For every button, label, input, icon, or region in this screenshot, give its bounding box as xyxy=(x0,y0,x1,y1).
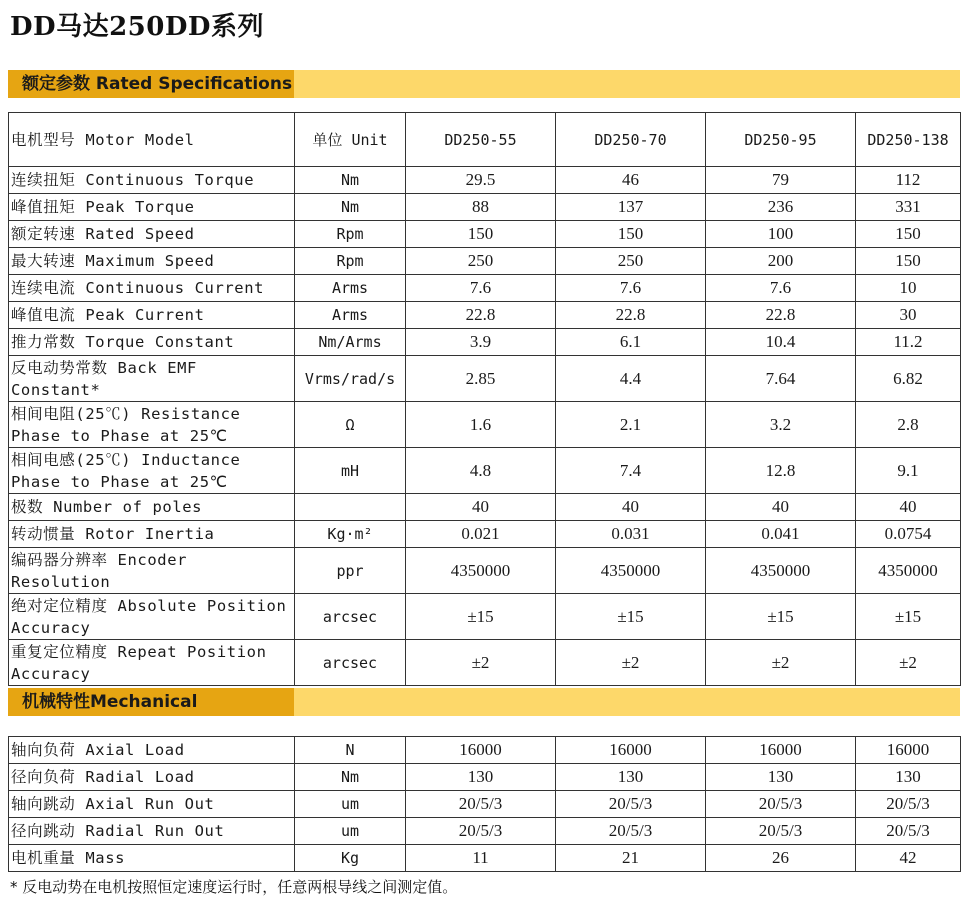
row-label: 相间电阻(25℃) Resistance Phase to Phase at 25℃ xyxy=(9,402,295,448)
row-unit: arcsec xyxy=(295,640,406,686)
table-row xyxy=(9,275,961,302)
row-value: 4350000 xyxy=(706,548,856,594)
table-row xyxy=(9,248,961,275)
row-label: 绝对定位精度 Absolute Position Accuracy xyxy=(9,594,295,640)
row-value: 7.6 xyxy=(406,275,556,302)
row-value: 0.021 xyxy=(406,521,556,548)
row-value: 130 xyxy=(406,764,556,791)
table-row xyxy=(9,521,961,548)
row-unit: Nm xyxy=(295,764,406,791)
row-value: 16000 xyxy=(856,737,961,764)
row-value: 4.8 xyxy=(406,448,556,494)
row-value: 7.64 xyxy=(706,356,856,402)
row-label: 极数 Number of poles xyxy=(9,494,295,521)
row-value: 150 xyxy=(406,221,556,248)
row-value: ±2 xyxy=(706,640,856,686)
row-unit: Nm/Arms xyxy=(295,329,406,356)
row-value: 4350000 xyxy=(406,548,556,594)
row-value: 0.031 xyxy=(556,521,706,548)
row-value: 10 xyxy=(856,275,961,302)
row-value: 4350000 xyxy=(856,548,961,594)
row-label: 相间电感(25℃) Inductance Phase to Phase at 25℃ xyxy=(9,448,295,494)
row-label: 连续电流 Continuous Current xyxy=(9,275,295,302)
row-unit: Rpm xyxy=(295,248,406,275)
row-unit: N xyxy=(295,737,406,764)
row-value: 16000 xyxy=(556,737,706,764)
row-value: 40 xyxy=(406,494,556,521)
row-value: 331 xyxy=(856,194,961,221)
row-value: 20/5/3 xyxy=(706,818,856,845)
header-model-2: DD250-70 xyxy=(556,113,706,167)
row-unit: arcsec xyxy=(295,594,406,640)
row-unit: Arms xyxy=(295,275,406,302)
row-value: 88 xyxy=(406,194,556,221)
row-value: 20/5/3 xyxy=(406,818,556,845)
row-value: ±15 xyxy=(406,594,556,640)
row-value: 112 xyxy=(856,167,961,194)
row-value: 22.8 xyxy=(556,302,706,329)
row-value: ±2 xyxy=(556,640,706,686)
row-label: 转动惯量 Rotor Inertia xyxy=(9,521,295,548)
row-label: 峰值电流 Peak Current xyxy=(9,302,295,329)
row-unit: Ω xyxy=(295,402,406,448)
row-value: 30 xyxy=(856,302,961,329)
row-value: 130 xyxy=(856,764,961,791)
table-row xyxy=(9,194,961,221)
row-value: 130 xyxy=(556,764,706,791)
row-label: 推力常数 Torque Constant xyxy=(9,329,295,356)
row-value: 7.6 xyxy=(556,275,706,302)
row-unit: mH xyxy=(295,448,406,494)
row-unit: Vrms/rad/s xyxy=(295,356,406,402)
row-value: 79 xyxy=(706,167,856,194)
row-value: 40 xyxy=(856,494,961,521)
row-value: 0.041 xyxy=(706,521,856,548)
table-row xyxy=(9,845,961,872)
rated-section-heading: 额定参数 Rated Specifications xyxy=(8,70,294,98)
row-value: 200 xyxy=(706,248,856,275)
row-value: 0.0754 xyxy=(856,521,961,548)
row-unit: um xyxy=(295,791,406,818)
header-model-1: DD250-55 xyxy=(406,113,556,167)
row-value: 20/5/3 xyxy=(856,791,961,818)
row-value: 40 xyxy=(556,494,706,521)
row-value: 42 xyxy=(856,845,961,872)
row-value: 2.85 xyxy=(406,356,556,402)
row-value: 2.1 xyxy=(556,402,706,448)
row-value: 4.4 xyxy=(556,356,706,402)
row-label: 重复定位精度 Repeat Position Accuracy xyxy=(9,640,295,686)
row-value: 150 xyxy=(856,248,961,275)
header-model-4: DD250-138 xyxy=(856,113,961,167)
row-unit: um xyxy=(295,818,406,845)
mechanical-section-heading: 机械特性Mechanical xyxy=(8,688,294,716)
row-value: ±15 xyxy=(706,594,856,640)
table-row xyxy=(9,167,961,194)
row-value: 11.2 xyxy=(856,329,961,356)
table-row xyxy=(9,494,961,521)
row-value: 130 xyxy=(706,764,856,791)
row-label: 轴向负荷 Axial Load xyxy=(9,737,295,764)
table-row xyxy=(9,329,961,356)
row-value: 16000 xyxy=(406,737,556,764)
row-value: 20/5/3 xyxy=(556,791,706,818)
table-row xyxy=(9,448,961,494)
page-title: DD马达250DD系列 xyxy=(10,12,264,42)
row-value: 150 xyxy=(556,221,706,248)
row-value: 250 xyxy=(406,248,556,275)
row-value: 12.8 xyxy=(706,448,856,494)
row-value: 236 xyxy=(706,194,856,221)
table-row xyxy=(9,791,961,818)
row-unit xyxy=(295,494,406,521)
row-label: 径向跳动 Radial Run Out xyxy=(9,818,295,845)
mechanical-section-header xyxy=(8,688,960,716)
table-row xyxy=(9,356,961,402)
row-label: 峰值扭矩 Peak Torque xyxy=(9,194,295,221)
row-value: 9.1 xyxy=(856,448,961,494)
row-value: 22.8 xyxy=(706,302,856,329)
row-value: ±15 xyxy=(856,594,961,640)
row-value: 20/5/3 xyxy=(856,818,961,845)
row-value: ±2 xyxy=(856,640,961,686)
table-row xyxy=(9,302,961,329)
row-label: 反电动势常数 Back EMF Constant* xyxy=(9,356,295,402)
row-label: 额定转速 Rated Speed xyxy=(9,221,295,248)
row-value: 11 xyxy=(406,845,556,872)
table-header-row xyxy=(9,113,961,167)
row-value: ±2 xyxy=(406,640,556,686)
row-value: 100 xyxy=(706,221,856,248)
row-value: 16000 xyxy=(706,737,856,764)
table-row xyxy=(9,594,961,640)
table-row xyxy=(9,221,961,248)
row-value: 40 xyxy=(706,494,856,521)
row-label: 最大转速 Maximum Speed xyxy=(9,248,295,275)
footnote: * 反电动势在电机按照恒定速度运行时，任意两根导线之间测定值。 xyxy=(10,878,458,896)
row-value: 6.82 xyxy=(856,356,961,402)
row-value: 150 xyxy=(856,221,961,248)
table-row xyxy=(9,764,961,791)
header-model: 电机型号 Motor Model xyxy=(9,113,295,167)
table-row xyxy=(9,737,961,764)
row-value: 3.2 xyxy=(706,402,856,448)
table-row xyxy=(9,402,961,448)
row-value: 7.4 xyxy=(556,448,706,494)
row-unit: Kg xyxy=(295,845,406,872)
header-model-3: DD250-95 xyxy=(706,113,856,167)
row-label: 径向负荷 Radial Load xyxy=(9,764,295,791)
row-value: 10.4 xyxy=(706,329,856,356)
row-value: 22.8 xyxy=(406,302,556,329)
row-value: 20/5/3 xyxy=(406,791,556,818)
row-unit: Nm xyxy=(295,167,406,194)
row-label: 编码器分辨率 Encoder Resolution xyxy=(9,548,295,594)
row-value: 3.9 xyxy=(406,329,556,356)
row-unit: Kg·m² xyxy=(295,521,406,548)
row-label: 电机重量 Mass xyxy=(9,845,295,872)
row-label: 轴向跳动 Axial Run Out xyxy=(9,791,295,818)
row-value: 20/5/3 xyxy=(706,791,856,818)
row-unit: Rpm xyxy=(295,221,406,248)
row-label: 连续扭矩 Continuous Torque xyxy=(9,167,295,194)
row-unit: Arms xyxy=(295,302,406,329)
row-value: 137 xyxy=(556,194,706,221)
rated-specifications-table xyxy=(8,112,961,686)
row-value: 29.5 xyxy=(406,167,556,194)
row-value: 26 xyxy=(706,845,856,872)
header-unit: 单位 Unit xyxy=(295,113,406,167)
row-unit: Nm xyxy=(295,194,406,221)
table-row xyxy=(9,640,961,686)
row-value: 6.1 xyxy=(556,329,706,356)
row-value: 4350000 xyxy=(556,548,706,594)
mechanical-table xyxy=(8,736,961,872)
row-value: 20/5/3 xyxy=(556,818,706,845)
row-value: 2.8 xyxy=(856,402,961,448)
row-value: 46 xyxy=(556,167,706,194)
row-value: 1.6 xyxy=(406,402,556,448)
row-value: ±15 xyxy=(556,594,706,640)
row-value: 7.6 xyxy=(706,275,856,302)
table-row xyxy=(9,818,961,845)
rated-section-header xyxy=(8,70,960,98)
table-row xyxy=(9,548,961,594)
row-value: 250 xyxy=(556,248,706,275)
row-value: 21 xyxy=(556,845,706,872)
row-unit: ppr xyxy=(295,548,406,594)
